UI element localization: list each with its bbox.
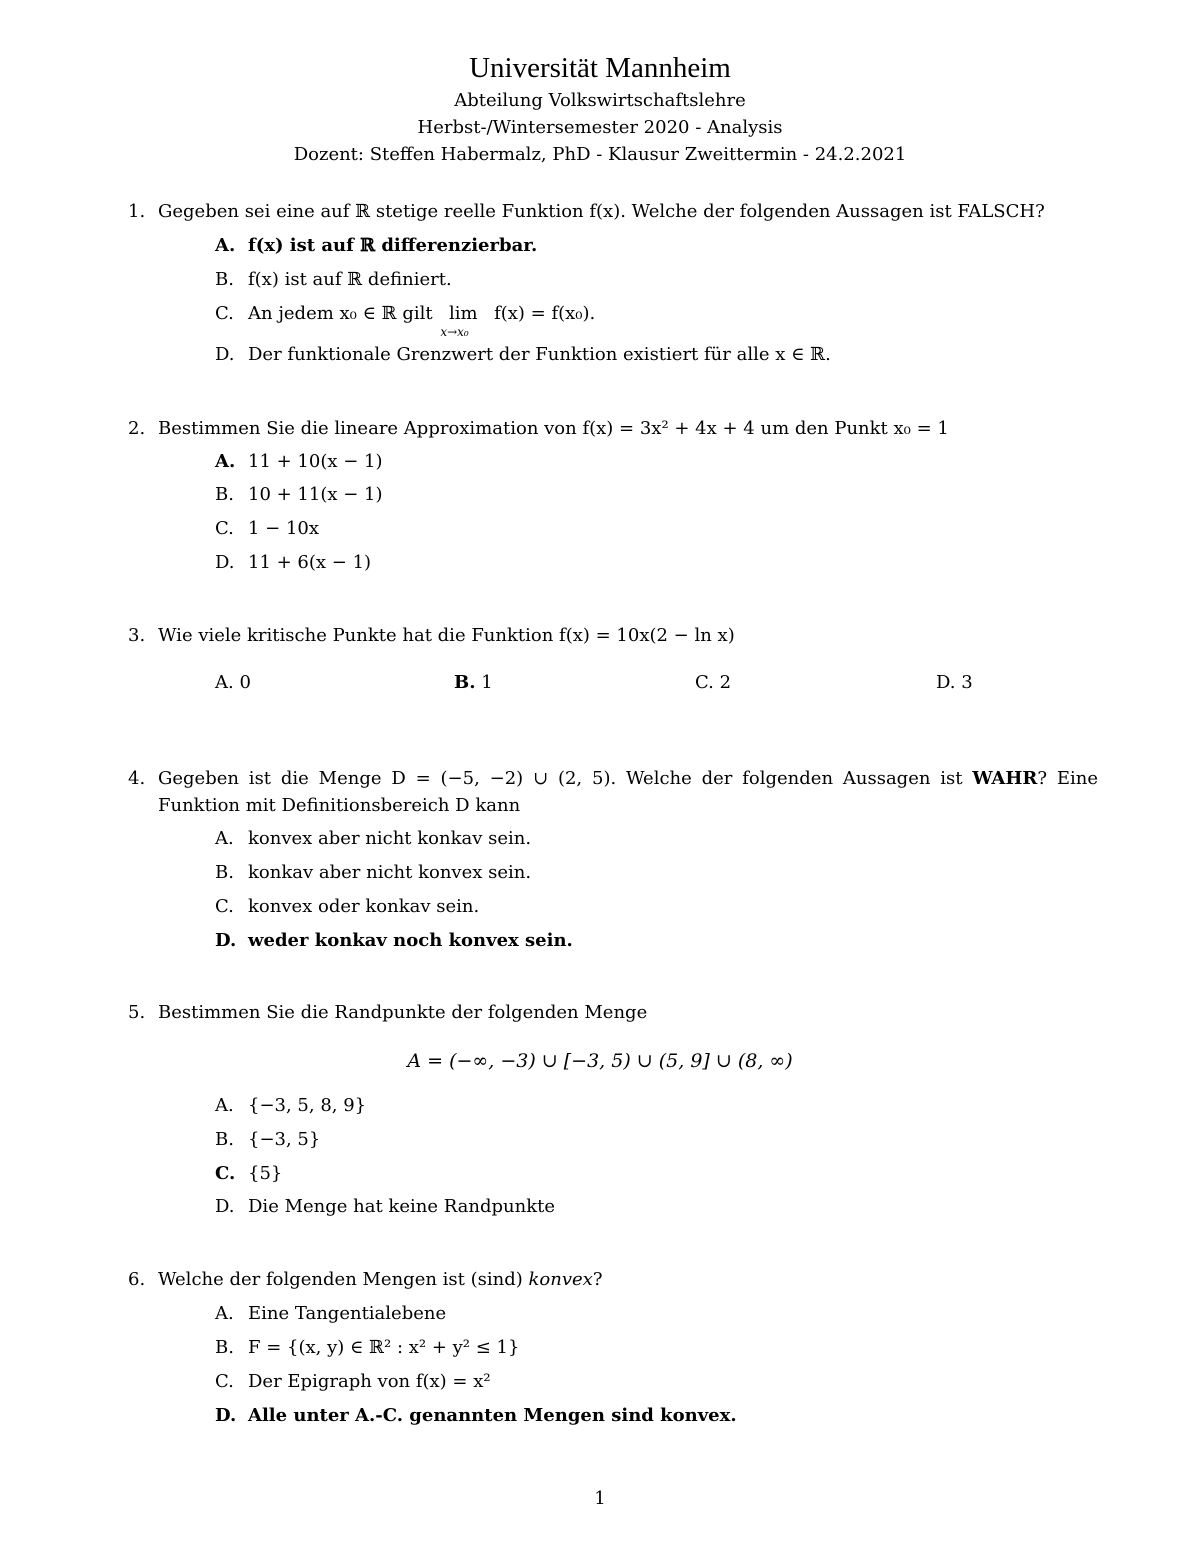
- option-text: Eine Tangentialebene: [248, 1303, 447, 1324]
- option-text: {5}: [248, 1163, 283, 1184]
- q5-option-a: [215, 1094, 366, 1118]
- q4-option-c: [215, 895, 479, 919]
- question-text: Bestimmen Sie die Randpunkte der folgenden Menge: [158, 1002, 648, 1023]
- option-text: 2: [719, 672, 732, 693]
- q6-option-b: [215, 1336, 519, 1360]
- q4-option-d: [215, 929, 573, 953]
- q6-option-c: [215, 1370, 491, 1394]
- emphasis-wahr: WAHR: [972, 768, 1038, 789]
- q4-option-a: [215, 827, 531, 851]
- question-number: 6.: [128, 1269, 146, 1290]
- option-text: Die Menge hat keine Randpunkte: [248, 1196, 556, 1217]
- q1-option-b: [215, 268, 452, 292]
- option-label: B.: [454, 672, 476, 693]
- option-label: D.: [215, 552, 235, 573]
- q3-option-b: [454, 672, 493, 693]
- option-label: A.: [215, 828, 234, 849]
- emphasis-konvex: konvex: [528, 1269, 593, 1290]
- option-text: 0: [239, 672, 251, 693]
- option-text-post: f(x) = f(x₀).: [494, 303, 596, 324]
- lecturer-line: Dozent: Steffen Habermalz, PhD - Klausur Zweittermin - 24.2.2021: [293, 144, 907, 165]
- option-label: A.: [215, 672, 234, 693]
- semester-line: Herbst-/Wintersemester 2020 - Analysis: [417, 117, 783, 138]
- option-label: C.: [215, 896, 234, 917]
- option-text: konvex oder konkav sein.: [248, 896, 480, 917]
- option-text: {−3, 5, 8, 9}: [248, 1095, 367, 1116]
- option-text: {−3, 5}: [248, 1129, 321, 1150]
- option-text: Alle unter A.-C. genannten Mengen sind konvex.: [248, 1405, 737, 1426]
- option-label: B.: [215, 484, 234, 505]
- q2-option-a: [215, 450, 383, 474]
- question-number: 1.: [128, 201, 146, 222]
- option-label: B.: [215, 269, 234, 290]
- option-label: D.: [215, 1196, 235, 1217]
- option-text: konkav aber nicht konvex sein.: [248, 862, 532, 883]
- option-label: B.: [215, 862, 234, 883]
- option-label: A.: [215, 451, 236, 472]
- option-text: Der funktionale Grenzwert der Funktion existiert für alle x ∈ ℝ.: [248, 344, 831, 365]
- option-text: 10 + 11(x − 1): [248, 484, 383, 505]
- q4-option-b: [215, 861, 531, 885]
- q5-option-b: [215, 1128, 320, 1152]
- q1-option-a: [215, 234, 537, 258]
- q3-option-d: [936, 672, 973, 693]
- question-4: [128, 765, 1103, 821]
- question-text: Wie viele kritische Punkte hat die Funktion f(x) = 10x(2 − ln x): [158, 625, 735, 646]
- option-text: 11 + 6(x − 1): [248, 552, 372, 573]
- question-text: Gegeben sei eine auf ℝ stetige reelle Funktion f(x). Welche der folgenden Aussagen ist FALSCH?: [158, 201, 1045, 222]
- option-text: F = {(x, y) ∈ ℝ² : x² + y² ≤ 1}: [248, 1337, 520, 1358]
- option-label: D.: [215, 1405, 237, 1426]
- option-label: C.: [215, 303, 234, 324]
- q1-option-c: [215, 302, 596, 339]
- option-text-pre: An jedem x₀ ∈ ℝ gilt: [248, 303, 433, 324]
- option-label: D.: [215, 344, 235, 365]
- limit-subscript: x→x₀: [440, 325, 469, 339]
- page-number: 1: [594, 1488, 606, 1509]
- q5-option-c: [215, 1162, 282, 1186]
- q3-option-c: [695, 672, 731, 693]
- option-label: C.: [215, 1163, 236, 1184]
- q6-option-d: [215, 1404, 737, 1428]
- option-text: f(x) ist auf ℝ definiert.: [248, 269, 452, 290]
- q3-option-a: [215, 672, 251, 693]
- university-title: Universität Mannheim: [469, 52, 731, 84]
- option-text: 11 + 10(x − 1): [248, 451, 383, 472]
- option-label: C.: [215, 1371, 234, 1392]
- question-text: Welche der folgenden Mengen ist (sind) konvex?: [158, 1269, 603, 1290]
- option-label: B.: [215, 1129, 234, 1150]
- q1-option-d: [215, 343, 831, 367]
- q5-option-d: [215, 1195, 555, 1219]
- option-label: D.: [936, 672, 956, 693]
- option-text: konvex aber nicht konkav sein.: [248, 828, 532, 849]
- department-line: Abteilung Volkswirtschaftslehre: [454, 90, 746, 111]
- question-text: Bestimmen Sie die lineare Approximation von f(x) = 3x² + 4x + 4 um den Punkt x₀ = 1: [158, 418, 949, 439]
- option-text: 1 − 10x: [248, 518, 320, 539]
- option-label: A.: [215, 1095, 234, 1116]
- q6-option-a: [215, 1302, 446, 1326]
- option-label: C.: [695, 672, 714, 693]
- option-text: Der Epigraph von f(x) = x²: [248, 1371, 491, 1392]
- option-text: 1: [481, 672, 493, 693]
- q2-option-c: [215, 517, 319, 541]
- option-text: weder konkav noch konvex sein.: [248, 930, 573, 951]
- question-text: Gegeben ist die Menge D = (−5, −2) ∪ (2, 5). Welche der folgenden Aussagen ist WAHR? Eine Funktion mit Definitionsbereich D kann: [158, 768, 1098, 816]
- question-number: 3.: [128, 625, 146, 646]
- question-number: 2.: [128, 418, 146, 439]
- limit-operator: lim x→x₀: [438, 302, 488, 326]
- option-label: C.: [215, 518, 234, 539]
- option-text: f(x) ist auf ℝ differenzierbar.: [248, 235, 538, 256]
- q2-option-b: [215, 483, 383, 507]
- option-label: D.: [215, 930, 237, 951]
- option-label: B.: [215, 1337, 234, 1358]
- option-label: A.: [215, 235, 236, 256]
- question-number: 4.: [128, 768, 146, 789]
- question-number: 5.: [128, 1002, 146, 1023]
- option-text: 3: [961, 672, 973, 693]
- set-formula: A = (−∞, −3) ∪ [−3, 5) ∪ (5, 9] ∪ (8, ∞): [407, 1050, 793, 1072]
- option-label: A.: [215, 1303, 234, 1324]
- q2-option-d: [215, 551, 371, 575]
